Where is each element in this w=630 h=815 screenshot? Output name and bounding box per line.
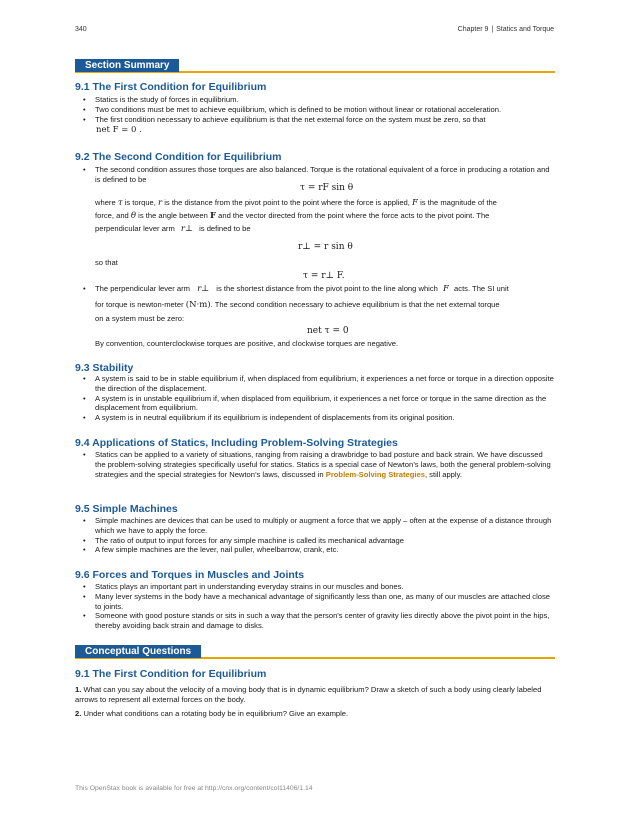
list-item: • Many lever systems in the body have a mechanical advantage of significantly less than one, as many of our muscles are attached close to joints.: [83, 592, 555, 612]
section-summary-banner: [75, 59, 555, 73]
question-text: What can you say about the velocity of a moving body that is in dynamic equilibrium? Draw a sketch of such a body using clearly labeled arrows to represent all external forces on the body.: [75, 685, 542, 704]
question-number: 2.: [75, 709, 82, 718]
symbol-F-vector: F: [209, 211, 216, 221]
heading-9-2: 9.2 The Second Condition for Equilibrium: [75, 151, 282, 163]
so-that: so that: [95, 258, 118, 267]
text-fragment: perpendicular lever arm: [95, 224, 175, 233]
convention-note: By convention, counterclockwise torques are positive, and clockwise torques are negative.: [95, 339, 399, 348]
list-9-4: [83, 450, 555, 479]
question-1: [75, 685, 555, 705]
list-item: • Statics plays an important part in understanding everyday strains in our muscles and bones.: [83, 582, 555, 592]
text-fragment: The perpendicular lever arm: [95, 284, 190, 293]
list-9-5: [83, 516, 555, 555]
list-9-2: [83, 165, 555, 185]
unit-newton-meter: (N·m): [185, 300, 211, 310]
page-number: 340: [75, 26, 87, 33]
list-item: • Statics is the study of forces in equilibrium.: [83, 95, 555, 105]
equation-torque: τ = rF sin θ: [300, 183, 354, 193]
list-9-6: [83, 582, 555, 631]
section-summary-title: Section Summary: [75, 59, 179, 72]
list-9-1: [83, 95, 555, 124]
footer-note: This OpenStax book is available for free at http://cnx.org/content/col11406/1.14: [75, 785, 313, 792]
list-9-3: [83, 374, 555, 423]
equation-net-force: net F = 0 .: [96, 125, 142, 135]
text-fragment: Statics can be applied to a variety of situations, ranging from raising a drawbridge to bad posture and back strain. We have discussed the problem-solving strategies specifically useful for statics. Statics is a special case of Newton’s laws, both the general problem-solving strategies and the special strategies for Newton’s laws, discussed in: [95, 450, 551, 479]
text-fragment: is the magnitude of the: [420, 198, 497, 207]
text-fragment: is the distance from the pivot point to the point where the force is applied,: [164, 198, 410, 207]
conceptual-questions-title: Conceptual Questions: [75, 645, 201, 658]
symbol-tau: τ: [117, 198, 123, 208]
equation-lever-arm: r⊥ = r sin θ: [298, 242, 353, 252]
header-separator: |: [489, 26, 496, 33]
list-item: • Two conditions must be met to achieve equilibrium, which is defined to be motion without linear or rotational acceleration.: [83, 105, 555, 115]
text-fragment: and the vector directed from the point where the force acts to the pivot point. The: [218, 211, 490, 220]
text-fragment: for torque is newton-meter: [95, 300, 184, 309]
symbol-F: F: [443, 284, 449, 294]
symbol-theta: θ: [130, 211, 137, 221]
text-fragment: is the shortest distance from the pivot point to the line along which: [216, 284, 438, 293]
text-fragment: force, and: [95, 211, 129, 220]
symbol-r-perp: r⊥: [180, 224, 193, 234]
text-fragment: , still apply.: [424, 469, 462, 479]
text-fragment: acts. The SI unit: [454, 284, 509, 293]
list-item: • A system is said to be in stable equilibrium if, when displaced from equilibrium, it experiences a net force or torque in a direction opposite the direction of the displacement.: [83, 374, 555, 394]
heading-9-5: 9.5 Simple Machines: [75, 503, 178, 515]
list-item: • The second condition assures those torques are also balanced. Torque is the rotational equivalent of a force in producing a rotation and is defined to be: [83, 165, 555, 185]
chapter-title: Statics and Torque: [496, 26, 554, 33]
text-fragment: is the angle between: [138, 211, 208, 220]
symbol-r: r: [158, 198, 163, 208]
text-fragment: where: [95, 198, 116, 207]
list-item: [83, 284, 509, 294]
question-2: [75, 709, 555, 719]
question-number: 1.: [75, 685, 82, 694]
list-item: • A system is in neutral equilibrium if its equilibrium is independent of displacements from its original position.: [83, 413, 555, 423]
force-line: [95, 211, 489, 221]
list-item: • Simple machines are devices that can be used to multiply or augment a force that we apply – often at the expense of a distance through which we have to apply the force.: [83, 516, 555, 536]
text-fragment: . The second condition necessary to achieve equilibrium is that the net external torque: [210, 300, 500, 309]
conceptual-questions-banner: [75, 645, 555, 659]
heading-9-3: 9.3 Stability: [75, 362, 134, 374]
equation-net-torque: net τ = 0: [307, 326, 349, 336]
heading-9-4: 9.4 Applications of Statics, Including Problem-Solving Strategies: [75, 437, 398, 449]
running-header: [458, 26, 554, 33]
heading-conceptual-9-1: 9.1 The First Condition for Equilibrium: [75, 668, 267, 680]
lever-arm-line: [95, 224, 251, 234]
text-fragment: is defined to be: [199, 224, 251, 233]
list-item: [83, 450, 555, 479]
where-line: [95, 198, 497, 208]
list-item: • The first condition necessary to achieve equilibrium is that the net external force on the system must be zero, so that: [83, 115, 555, 125]
list-item: • Someone with good posture stands or sits in such a way that the person's center of gravity lies directly above the pivot point in the hips, thereby avoiding back strain and damage to disks.: [83, 611, 555, 631]
text-fragment: is torque,: [124, 198, 156, 207]
list-item: • A system is in unstable equilibrium if, when displaced from equilibrium, it experiences a net force or torque in the same direction as the displacement from equilibrium.: [83, 394, 555, 414]
heading-9-6: 9.6 Forces and Torques in Muscles and Joints: [75, 569, 305, 581]
si-unit-line: [95, 300, 500, 310]
text-line: on a system must be zero:: [95, 314, 185, 323]
symbol-r-perp: r⊥: [197, 284, 210, 294]
list-item: • The ratio of output to input forces for any simple machine is called its mechanical advantage: [83, 536, 555, 546]
chapter-label: Chapter 9: [457, 26, 489, 33]
bullet: •: [83, 284, 86, 293]
question-text: Under what conditions can a rotating body be in equilibrium? Give an example.: [83, 709, 349, 718]
heading-9-1: 9.1 The First Condition for Equilibrium: [75, 81, 267, 93]
equation-torque-lever: τ = r⊥ F.: [303, 271, 345, 281]
symbol-F: F: [412, 198, 418, 208]
list-item: • A few simple machines are the lever, nail puller, wheelbarrow, crank, etc.: [83, 545, 555, 555]
problem-solving-strategies-link[interactable]: Problem-Solving Strategies: [325, 469, 425, 479]
